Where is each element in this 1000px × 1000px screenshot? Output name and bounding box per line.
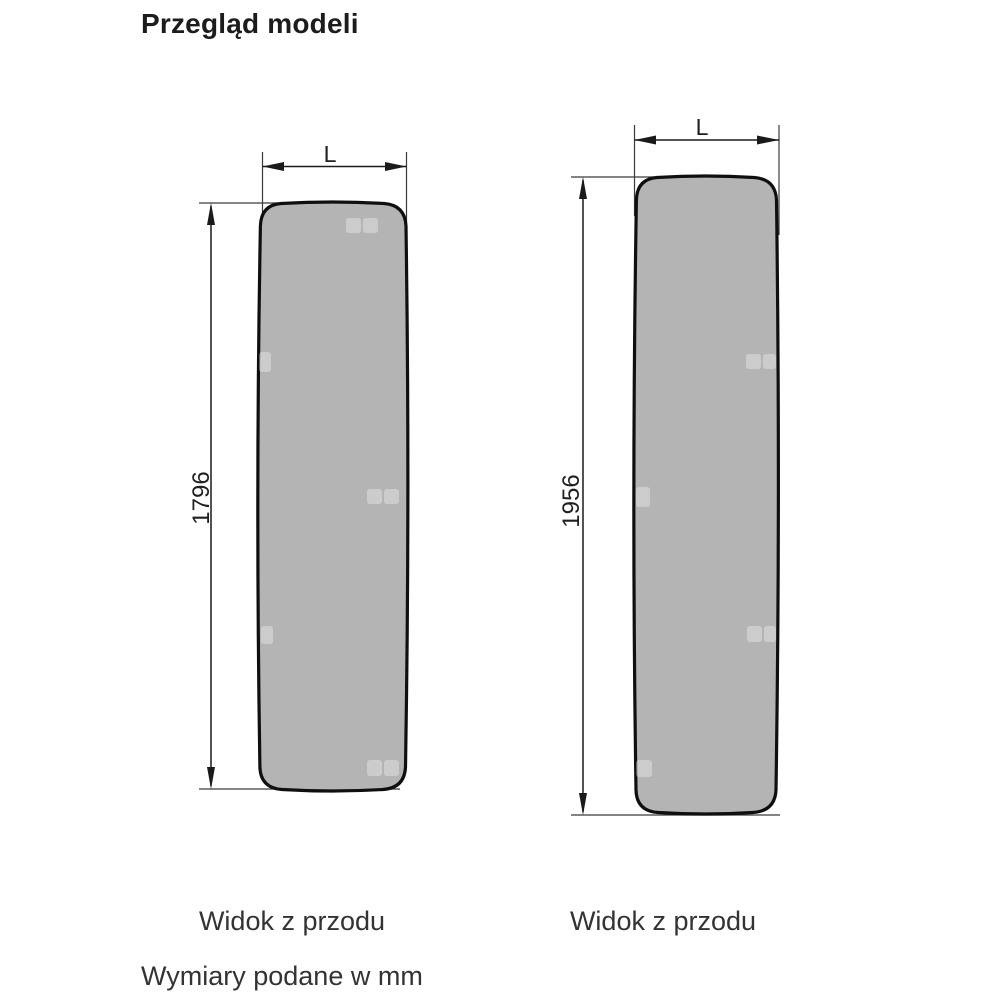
caption-front-view-right: Widok z przodu — [569, 906, 757, 936]
arrowhead-left-icon — [635, 136, 657, 145]
arrowhead-left-icon — [263, 162, 285, 171]
height-value-right: 1956 — [558, 474, 585, 528]
arrowhead-up-icon — [207, 203, 215, 225]
arrowhead-right-icon — [757, 136, 779, 145]
arrowhead-up-icon — [579, 177, 587, 199]
caption-front-view-left: Widok z przodu — [198, 906, 386, 936]
arrowhead-down-icon — [207, 767, 215, 789]
page-title: Przegląd modeli — [141, 8, 359, 39]
width-label-left: L — [323, 141, 337, 167]
units-footnote: Wymiary podane w mm — [141, 961, 423, 991]
arrowhead-right-icon — [385, 162, 407, 171]
arrowhead-down-icon — [579, 793, 587, 815]
height-value-left: 1796 — [188, 471, 215, 525]
width-label-right: L — [695, 114, 709, 140]
figure-left-linework — [199, 152, 408, 791]
figure-right-linework — [571, 125, 780, 815]
appliance-front-right — [634, 176, 779, 814]
